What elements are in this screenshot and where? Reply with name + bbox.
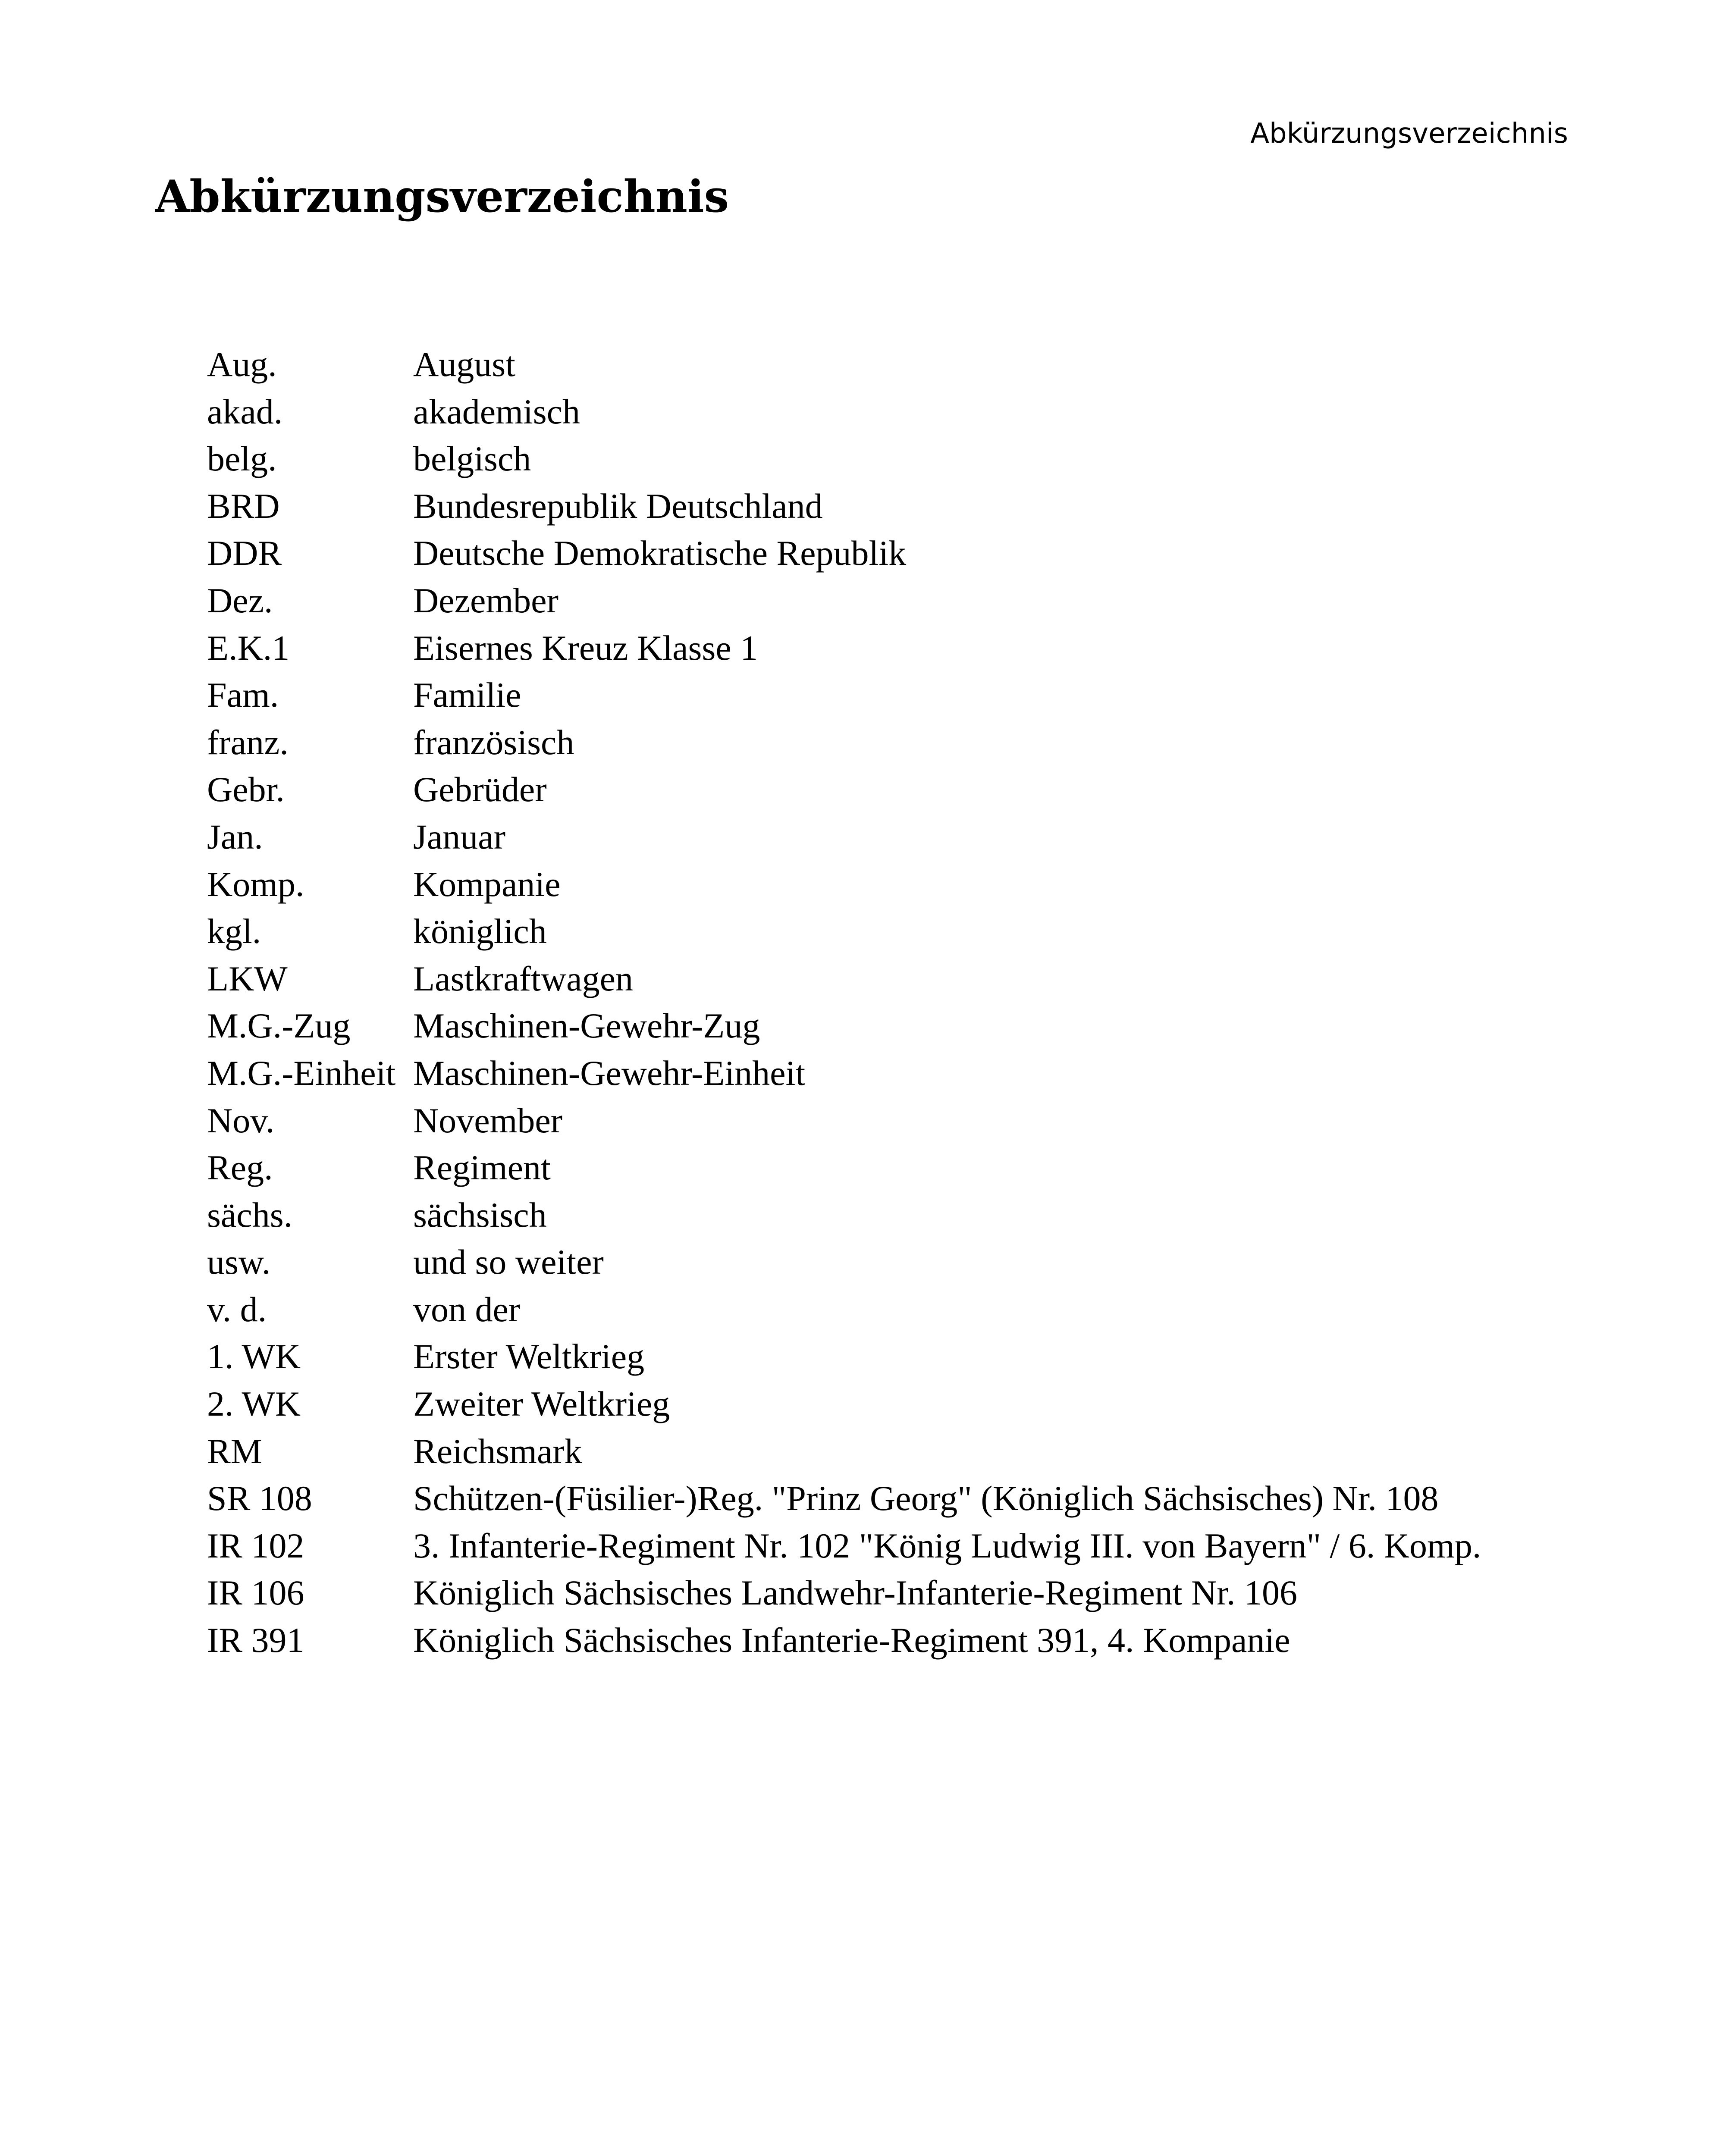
abbreviation-row <box>207 530 1587 577</box>
abbreviation-term: Nov. <box>207 1100 275 1140</box>
abbreviation-row <box>207 766 1587 813</box>
abbreviation-term: Aug. <box>207 345 277 384</box>
abbreviation-term: Komp. <box>207 864 304 904</box>
abbreviation-definition: 3. Infanterie-Regiment Nr. 102 "König Ludwig III. von Bayern" / 6. Komp. <box>413 1526 1481 1565</box>
abbreviation-row <box>207 483 1587 530</box>
abbreviation-row <box>207 1333 1587 1380</box>
abbreviation-row <box>207 341 1587 388</box>
abbreviation-row <box>207 813 1587 861</box>
abbreviation-term: Gebr. <box>207 770 285 809</box>
abbreviation-term: usw. <box>207 1242 271 1282</box>
abbreviation-row <box>207 577 1587 624</box>
abbreviation-term: sächs. <box>207 1195 293 1235</box>
abbreviation-row <box>207 1380 1587 1428</box>
abbreviation-definition: von der <box>413 1289 521 1329</box>
abbreviation-definition: Lastkraftwagen <box>413 959 633 998</box>
abbreviation-term: M.G.-Zug <box>207 1006 351 1046</box>
abbreviation-term: Jan. <box>207 817 263 856</box>
abbreviation-definition: sächsisch <box>413 1195 547 1235</box>
abbreviation-row <box>207 908 1587 955</box>
abbreviation-list <box>207 341 1587 1664</box>
abbreviation-definition: Dezember <box>413 580 559 620</box>
abbreviation-term: M.G.-Einheit <box>207 1053 396 1093</box>
abbreviation-row <box>207 1617 1587 1664</box>
abbreviation-definition: Januar <box>413 817 506 856</box>
abbreviation-term: 1. WK <box>207 1337 301 1376</box>
abbreviation-row <box>207 861 1587 908</box>
abbreviation-row <box>207 1475 1587 1522</box>
abbreviation-term: 2. WK <box>207 1384 301 1424</box>
abbreviation-definition: Königlich Sächsisches Infanterie-Regiment 391, 4. Kompanie <box>413 1620 1290 1660</box>
abbreviation-definition: Regiment <box>413 1148 551 1188</box>
abbreviation-term: SR 108 <box>207 1479 312 1518</box>
abbreviation-definition: Zweiter Weltkrieg <box>413 1384 670 1424</box>
abbreviation-term: RM <box>207 1431 262 1471</box>
abbreviation-definition: Schützen-(Füsilier-)Reg. "Prinz Georg" (Königlich Sächsisches) Nr. 108 <box>413 1479 1439 1518</box>
abbreviation-term: kgl. <box>207 912 261 951</box>
abbreviation-term: franz. <box>207 722 289 762</box>
abbreviation-term: Dez. <box>207 580 273 620</box>
abbreviation-term: IR 106 <box>207 1573 304 1613</box>
abbreviation-term: DDR <box>207 533 282 573</box>
abbreviation-row <box>207 1144 1587 1191</box>
abbreviation-definition: November <box>413 1100 563 1140</box>
abbreviation-term: BRD <box>207 486 280 526</box>
abbreviation-row <box>207 1050 1587 1097</box>
abbreviation-row <box>207 1569 1587 1617</box>
abbreviation-definition: und so weiter <box>413 1242 604 1282</box>
abbreviation-term: v. d. <box>207 1289 267 1329</box>
abbreviation-term: LKW <box>207 959 288 998</box>
abbreviation-definition: Eisernes Kreuz Klasse 1 <box>413 628 758 667</box>
abbreviation-row <box>207 1286 1587 1333</box>
abbreviation-definition: königlich <box>413 912 547 951</box>
abbreviation-definition: Kompanie <box>413 864 561 904</box>
abbreviation-term: Reg. <box>207 1148 273 1188</box>
abbreviation-row <box>207 955 1587 1003</box>
abbreviation-term: akad. <box>207 392 283 431</box>
abbreviation-definition: Erster Weltkrieg <box>413 1337 645 1376</box>
abbreviation-row <box>207 435 1587 483</box>
abbreviation-term: IR 102 <box>207 1526 304 1565</box>
abbreviation-definition: Maschinen-Gewehr-Zug <box>413 1006 760 1046</box>
abbreviation-term: Fam. <box>207 675 279 715</box>
running-header: Abkürzungsverzeichnis <box>1250 118 1568 150</box>
abbreviation-term: IR 391 <box>207 1620 304 1660</box>
abbreviation-row <box>207 1002 1587 1050</box>
abbreviation-definition: Familie <box>413 675 521 715</box>
page-title: Abkürzungsverzeichnis <box>155 171 729 222</box>
abbreviation-definition: französisch <box>413 722 574 762</box>
abbreviation-definition: Deutsche Demokratische Republik <box>413 533 907 573</box>
abbreviation-row <box>207 1097 1587 1144</box>
abbreviation-definition: August <box>413 345 515 384</box>
abbreviation-definition: Maschinen-Gewehr-Einheit <box>413 1053 806 1093</box>
abbreviation-definition: Bundesrepublik Deutschland <box>413 486 823 526</box>
abbreviation-definition: belgisch <box>413 439 531 479</box>
abbreviation-row <box>207 1428 1587 1475</box>
abbreviation-definition: Gebrüder <box>413 770 547 809</box>
abbreviation-term: belg. <box>207 439 277 479</box>
abbreviation-row <box>207 1238 1587 1286</box>
abbreviation-row <box>207 671 1587 719</box>
abbreviation-definition: akademisch <box>413 392 580 431</box>
abbreviation-row <box>207 624 1587 672</box>
abbreviation-definition: Königlich Sächsisches Landwehr-Infanterie-Regiment Nr. 106 <box>413 1573 1298 1613</box>
abbreviation-row <box>207 388 1587 436</box>
abbreviation-row <box>207 719 1587 766</box>
abbreviation-row <box>207 1522 1587 1570</box>
abbreviation-row <box>207 1191 1587 1239</box>
abbreviation-term: E.K.1 <box>207 628 290 667</box>
abbreviation-definition: Reichsmark <box>413 1431 582 1471</box>
